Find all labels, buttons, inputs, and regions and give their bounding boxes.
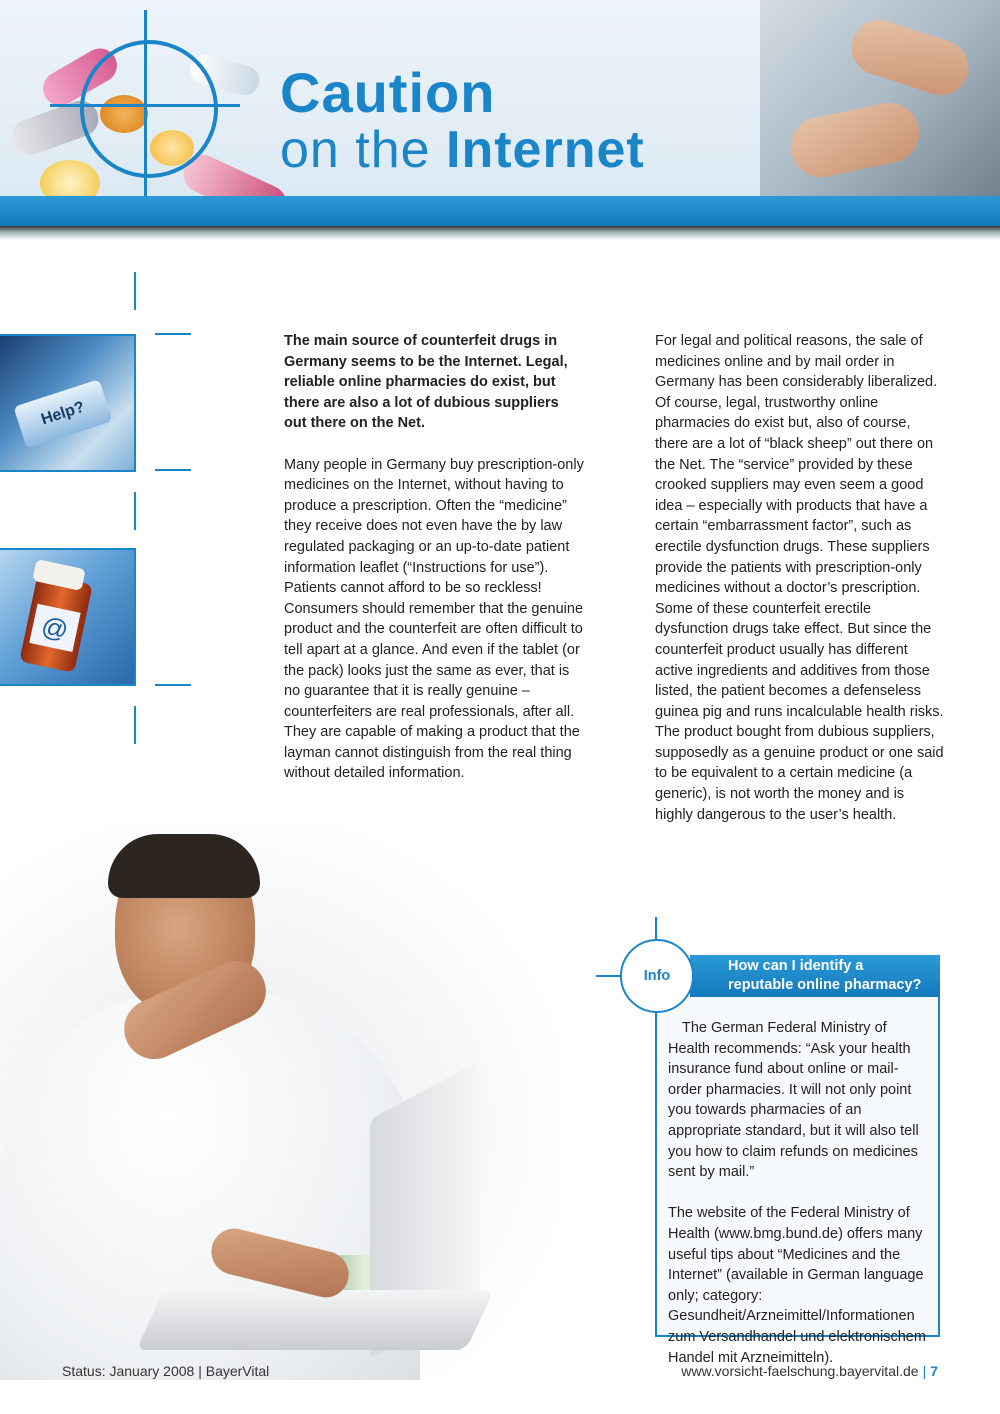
page-title: Caution	[280, 61, 496, 124]
deco-tick	[155, 469, 191, 471]
banner-stripe	[0, 196, 1000, 226]
laptop-base	[136, 1290, 494, 1350]
medicine-bottle-image	[0, 548, 136, 686]
article-lead: The main source of counterfeit drugs in Germany seems to be the Internet. Legal, reliable online pharmacies do exist, but there are also a lot of dubious suppliers out there on the Net.	[284, 333, 568, 432]
deco-tick	[155, 333, 191, 335]
hair-graphic	[108, 834, 260, 898]
man-laptop-photo	[0, 820, 560, 1380]
footer-status: Status: January 2008 | BayerVital	[62, 1363, 270, 1379]
deco-tick	[134, 492, 136, 530]
footer-right	[681, 1363, 938, 1379]
bottle-graphic	[19, 573, 92, 673]
info-badge: Info	[620, 939, 694, 1013]
info-body	[668, 1018, 930, 1389]
info-paragraph: The website of the Federal Ministry of Health (www.bmg.bund.de) offers many useful tips about “Medicines and the Internet” (available in German language only; category: Gesundheit/Arzneimittel/Informationen zum Versandhandel und elektronischem Handel mit Arzneimitteln).	[668, 1205, 926, 1366]
deco-tick	[134, 272, 136, 310]
banner-shadow	[0, 226, 1000, 240]
info-paragraph: The German Federal Ministry of Health recommends: “Ask your health insurance fund about online or mail-order pharmacies. It will not only point you towards pharmacies of an appropriate standard, but it will also tell you how to claim refunds on medicines sent by mail.”	[668, 1020, 919, 1181]
deco-tick	[134, 706, 136, 744]
crosshair-line	[144, 10, 147, 200]
info-heading: How can I identify a reputable online pharmacy?	[690, 955, 940, 997]
keyboard-help-image	[0, 334, 136, 472]
article-paragraph: Many people in Germany buy prescription-only medicines on the Internet, without having to produce a prescription. Often the “medicine” they receive does not even have the by law regulated packaging or an up-to-date patient information leaflet (“Instructions for use”). Patients cannot afford to be so reckless! Consumers should remember that the genuine product and the counterfeit are often difficult to tell apart at a glance. And even if the tablet (or the pack) looks just the same as ever, that is no guarantee that it is really genuine – counterfeiters are real professionals, after all. They are capable of making a product that the layman cannot distinguish from the real thing without detailed information.	[284, 456, 584, 782]
footer-separator: |	[922, 1363, 927, 1379]
footer-url[interactable]: www.vorsicht-faelschung.bayervital.de	[681, 1363, 919, 1379]
article-right-column	[655, 331, 945, 825]
deco-tick	[155, 684, 191, 686]
article-paragraph: For legal and political reasons, the sale of medicines online and by mail order in Germany has been considerably liberalized. Of course, legal, trustworthy online pharmacies do exist but, also of course, there are a lot of “black sheep” out there on the Net. The “service” provided by these crooked suppliers may even seem a good idea – especially with products that have a certain “embarrassment factor”, such as erectile dysfunction drugs. These suppliers provide the patients with prescription-only medicines without a doctor’s prescription. Some of these counterfeit erectile dysfunction drugs take effect. But since the counterfeit product usually has different active ingredients and additives from those listed, the patient becomes a defenseless guinea pig and runs incalculable health risks. The product bought from dubious suppliers, supposedly as a genuine product or one said to be equivalent to a certain medicine (a generic), is not worth the money and is highly dangerous to the user’s health.	[655, 333, 944, 823]
help-key: Help?	[13, 379, 112, 449]
page-number: 7	[930, 1363, 938, 1379]
page-subtitle	[280, 120, 645, 180]
at-sign-label: @	[29, 604, 80, 652]
article-left-column	[284, 331, 584, 784]
title-prefix: on the	[280, 121, 431, 179]
crosshair-ring	[80, 40, 218, 178]
header-banner	[0, 0, 1000, 240]
title-bold: Internet	[446, 121, 645, 179]
